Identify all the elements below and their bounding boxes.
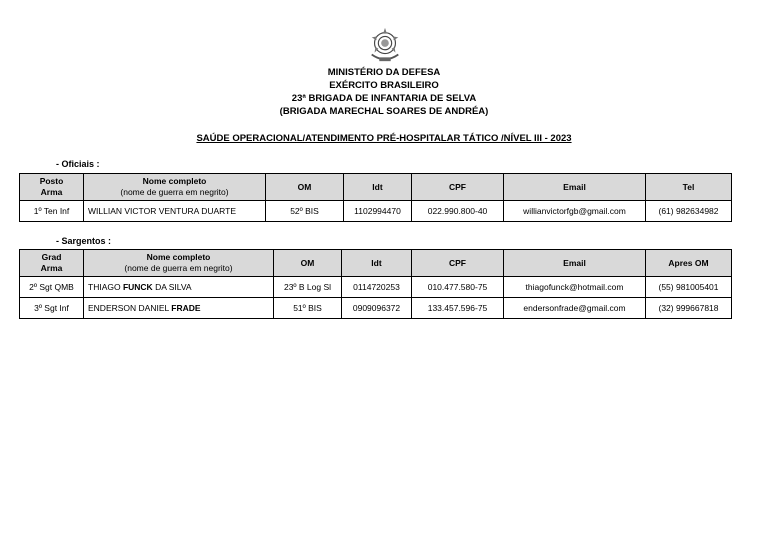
coat-of-arms-emblem: [366, 26, 404, 64]
col-header-cpf: CPF: [412, 174, 504, 201]
cell-om: 23º B Log Sl: [274, 277, 342, 298]
cell-phone: (32) 999667818: [646, 298, 732, 319]
table-row: [20, 277, 732, 298]
sergeants-section-label: - Sargentos :: [56, 236, 112, 246]
cell-name: WILLIAN VICTOR VENTURA DUARTE: [84, 201, 266, 222]
cell-cpf: 022.990.800-40: [412, 201, 504, 222]
col-header-email: Email: [504, 174, 646, 201]
sergeants-table: [19, 249, 732, 319]
col-header-name: Nome completo (nome de guerra em negrito): [84, 174, 266, 201]
col-header-cpf: CPF: [412, 250, 504, 277]
cell-idt: 0909096372: [342, 298, 412, 319]
officers-section-label: - Oficiais :: [56, 159, 100, 169]
cell-email: thiagofunck@hotmail.com: [504, 277, 646, 298]
sergeants-header-row: [20, 250, 732, 277]
cell-cpf: 010.477.580-75: [412, 277, 504, 298]
cell-idt: 1102994470: [344, 201, 412, 222]
officers-table: [19, 173, 732, 222]
table-row: [20, 201, 732, 222]
header-line-4: (BRIGADA MARECHAL SOARES DE ANDRÉA): [279, 106, 489, 117]
header-line-1: MINISTÉRIO DA DEFESA: [327, 67, 441, 78]
officers-header-row: [20, 174, 732, 201]
col-header-rank: Posto Arma: [20, 174, 84, 201]
col-header-om: OM: [274, 250, 342, 277]
cell-email: endersonfrade@gmail.com: [504, 298, 646, 319]
header-line-3: 23ª BRIGADA DE INFANTARIA DE SELVA: [291, 93, 477, 104]
cell-om: 52º BIS: [266, 201, 344, 222]
cell-name: THIAGO FUNCK DA SILVA: [84, 277, 274, 298]
col-header-email: Email: [504, 250, 646, 277]
cell-rank: 3º Sgt Inf: [20, 298, 84, 319]
header-line-2: EXÉRCITO BRASILEIRO: [329, 80, 439, 91]
cell-phone: (61) 982634982: [646, 201, 732, 222]
cell-om: 51º BIS: [274, 298, 342, 319]
table-row: [20, 298, 732, 319]
col-header-tel: Tel: [646, 174, 732, 201]
col-header-grad: Grad Arma: [20, 250, 84, 277]
cell-rank: 1º Ten Inf: [20, 201, 84, 222]
cell-phone: (55) 981005401: [646, 277, 732, 298]
col-header-name: Nome completo (nome de guerra em negrito): [84, 250, 274, 277]
col-header-om: OM: [266, 174, 344, 201]
cell-name: ENDERSON DANIEL FRADE: [84, 298, 274, 319]
cell-idt: 0114720253: [342, 277, 412, 298]
cell-cpf: 133.457.596-75: [412, 298, 504, 319]
document-header: [0, 66, 768, 118]
col-header-idt: Idt: [344, 174, 412, 201]
col-header-apres-om: Apres OM: [646, 250, 732, 277]
cell-rank: 2º Sgt QMB: [20, 277, 84, 298]
col-header-idt: Idt: [342, 250, 412, 277]
cell-email: willianvictorfgb@gmail.com: [504, 201, 646, 222]
document-title: SAÚDE OPERACIONAL/ATENDIMENTO PRÉ-HOSPITALAR TÁTICO /NÍVEL III - 2023: [196, 133, 572, 144]
